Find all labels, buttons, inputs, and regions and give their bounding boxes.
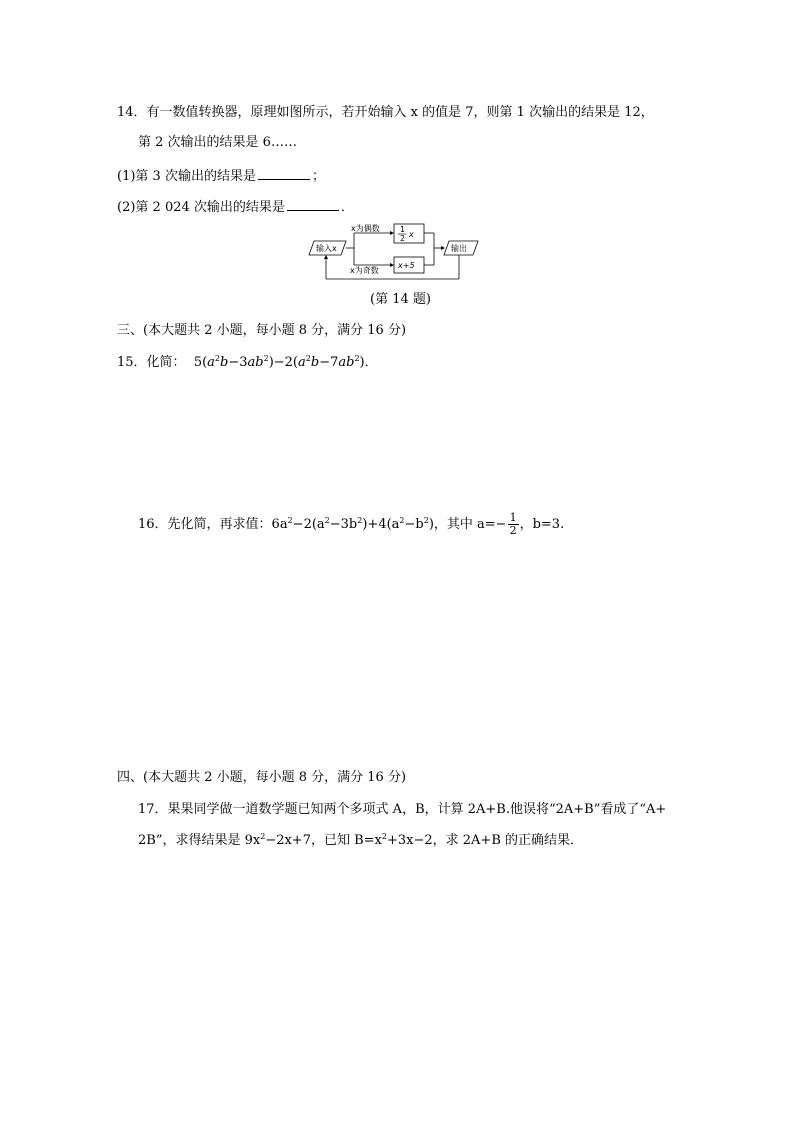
number-converter-flowchart	[306, 222, 486, 282]
output-label: 输出	[451, 244, 467, 253]
q16-b: −2(a	[292, 517, 325, 532]
q16-f: )，其中 a=−	[428, 517, 507, 532]
q15-p11: −7	[319, 355, 339, 370]
answer-blank-1[interactable]	[258, 166, 310, 180]
q16-a: 6a	[271, 517, 288, 532]
q16-prefix: 16．先化简，再求值：	[138, 517, 272, 532]
q15-p1: a	[207, 355, 215, 370]
q17-line1: 17．果果同学做一道数学题已知两个多项式 A，B，计算 2A+B.他误将“2A+B”看成了“A+	[138, 802, 667, 817]
q14-line2: 第 2 次输出的结果是 6……	[138, 135, 297, 150]
q17-line2: 2B”，求得结果是 $9x^2-2x+7$，已知 $B=x^2+3x-2$，求 2A+B 的正确结果．	[138, 832, 584, 848]
even-label: x为偶数	[351, 224, 380, 233]
q16: 16．先化简，再求值：$6a^2-2(a^2-3b^2)+4(a^2-b^2)$，其中 a=− $\frac{1}{2}$ ，b=3.	[138, 511, 565, 537]
plus5-label: x+5	[398, 261, 415, 270]
q15-p8: a	[298, 355, 306, 370]
q15-p3: b	[220, 355, 229, 370]
q15-label: 15．化简：	[117, 355, 186, 370]
q15-p2: 2	[214, 354, 221, 363]
q15-p6: 2	[263, 354, 269, 363]
answer-blank-2[interactable]	[287, 197, 339, 211]
q17-line2-c: +3x−2，求 2A+B 的正确结果．	[386, 833, 584, 848]
q15-p0: 5(	[193, 355, 208, 370]
q16-c: −3b	[329, 517, 358, 532]
odd-label: x为奇数	[350, 266, 379, 275]
q14-sub2-prefix: (2)第 2 024 次输出的结果是	[117, 200, 285, 215]
q14-sub2-suffix: ．	[340, 200, 354, 215]
q17-line2-a: 2B”，求得结果是 9x	[138, 833, 261, 848]
figure-caption: (第 14 题)	[370, 292, 431, 307]
q15-p13: 2	[354, 354, 360, 363]
q14-sub1-prefix: (1)第 3 次输出的结果是	[117, 169, 256, 184]
q16-fraction	[508, 512, 519, 537]
q15-p5: ab	[247, 355, 264, 370]
half-den: 2	[400, 234, 406, 243]
q14-sub1	[117, 166, 325, 186]
q15-p9: 2	[305, 354, 311, 363]
section-4-heading: 四、(本大题共 2 小题，每小题 8 分，满分 16 分)	[117, 770, 407, 785]
input-label: 输入x	[316, 244, 337, 253]
q16-tail: ，b=3.	[519, 517, 565, 532]
q16-frac-den: 2	[509, 524, 517, 537]
q14-line1: 14．有一数值转换器，原理如图所示，若开始输入 x 的值是 7，则第 1 次输出的结果是 12，	[117, 105, 654, 120]
q15-p14: )．	[359, 355, 378, 370]
q14-sub1-suffix: ；	[311, 169, 325, 184]
half-num: 1	[400, 225, 406, 234]
q15	[117, 354, 378, 372]
section-3-heading: 三、(本大题共 2 小题，每小题 8 分，满分 16 分)	[117, 323, 407, 338]
q16-d: )+4(a	[362, 517, 400, 532]
q15-p7: )−2(	[268, 355, 298, 370]
q15-p10: b	[310, 355, 320, 370]
q15-p4: −3	[228, 355, 248, 370]
q17-line2-b: −2x+7，已知 B=x	[265, 833, 382, 848]
q16-e: −b	[404, 517, 424, 532]
q16-frac-num: 1	[509, 511, 517, 524]
q14-sub2	[117, 197, 354, 217]
q15-p12: ab	[338, 355, 355, 370]
half-var: x	[409, 230, 414, 239]
